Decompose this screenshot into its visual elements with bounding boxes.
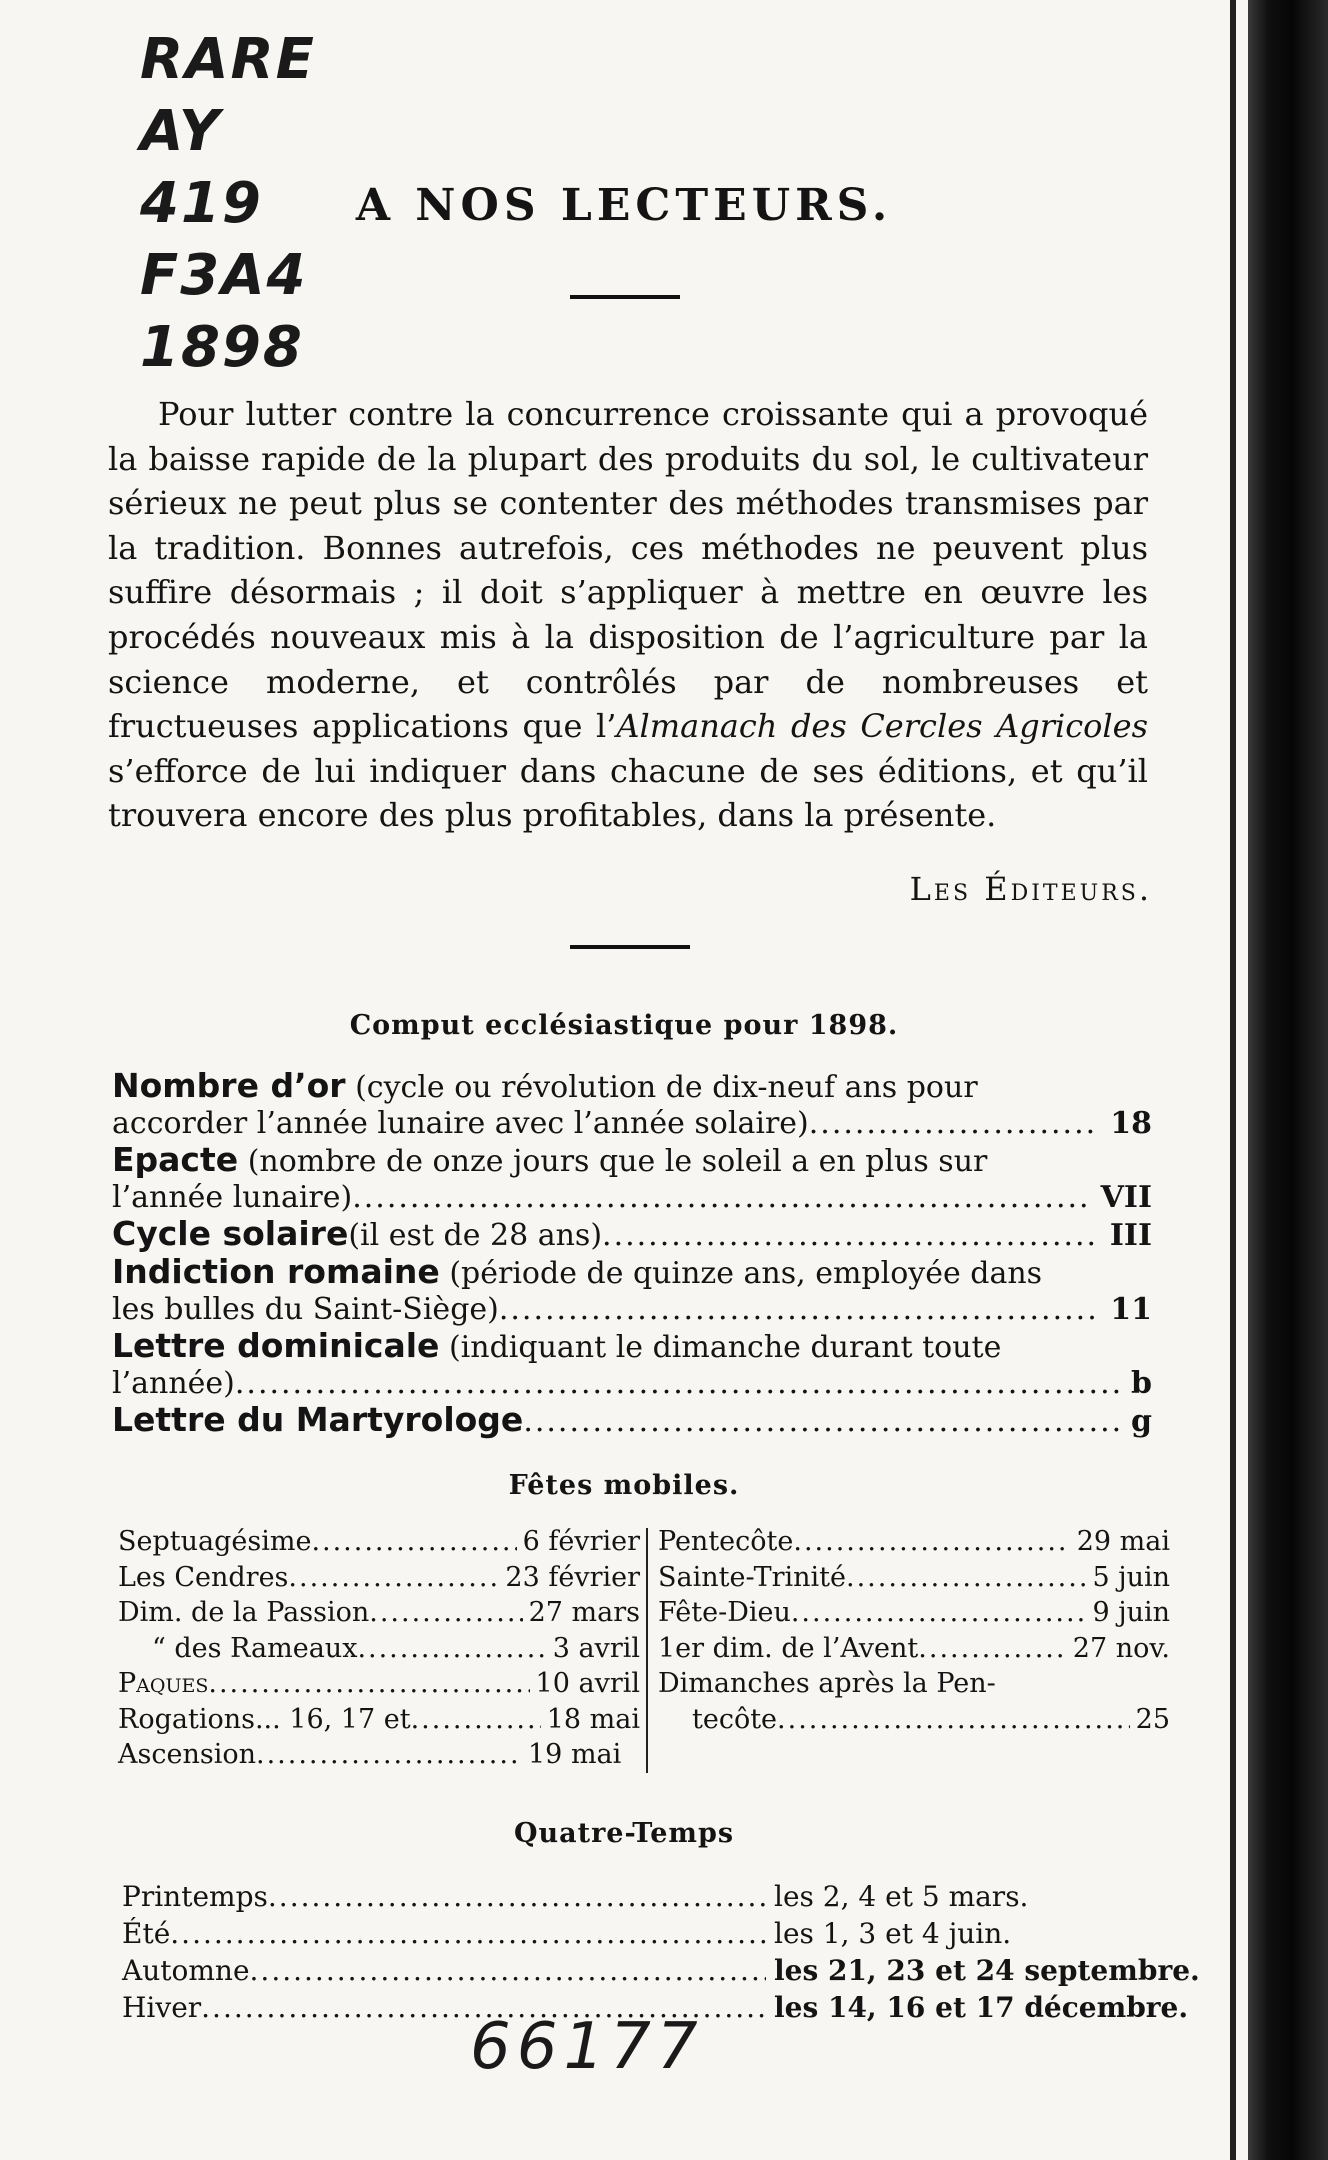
season-name: Automne [122, 1954, 250, 1987]
comput-term: Nombre d’or [112, 1066, 346, 1105]
quatre-temps-row [122, 1878, 1162, 1915]
comput-desc: (période de quinze ans, employée dans [439, 1256, 1043, 1291]
fete-date: 19 mai [528, 1739, 622, 1770]
fete-name: Dimanches après la Pen- [658, 1668, 996, 1699]
fete-name: Rogations... 16, 17 et [118, 1703, 411, 1735]
dot-leader [250, 1952, 766, 1989]
fetes-right-column [658, 1524, 1170, 1737]
dot-leader [357, 1631, 546, 1667]
fetes-left-column [118, 1524, 640, 1773]
fete-row [118, 1595, 640, 1631]
comput-term: Cycle solaire [112, 1214, 349, 1253]
fete-name: Ascension [118, 1739, 256, 1770]
almanac-title: Almanach des Cercles Agricoles [616, 707, 1148, 746]
season-name: Printemps [122, 1880, 268, 1913]
fete-date: 6 février [522, 1526, 640, 1557]
dot-leader [288, 1560, 499, 1596]
fete-date: 27 mars [528, 1597, 640, 1628]
fete-row [658, 1595, 1170, 1631]
dot-leader [846, 1560, 1086, 1596]
comput-term: Indiction romaine [112, 1252, 440, 1291]
dot-leader [369, 1595, 522, 1631]
season-name: Hiver [122, 1991, 202, 2024]
quatre-temps-list [122, 1878, 1200, 2026]
fete-name: 1er dim. de l’Avent [658, 1632, 919, 1664]
divider-rule [570, 945, 690, 949]
fete-name: Septuagésime [118, 1526, 312, 1557]
comput-value: g [1131, 1404, 1152, 1439]
fetes-heading: Fêtes mobiles. [508, 1470, 740, 1501]
dot-leader [268, 1878, 766, 1915]
intro-paragraph [108, 392, 1148, 838]
comput-value: VII [1100, 1180, 1152, 1215]
dot-leader [208, 1666, 529, 1702]
dot-leader [793, 1524, 1070, 1560]
comput-heading: Comput ecclésiastique pour 1898. [349, 1010, 899, 1041]
fete-date: 23 février [505, 1561, 640, 1593]
comput-entry [112, 1328, 1152, 1402]
dot-leader [311, 1524, 516, 1560]
comput-entry [112, 1402, 1152, 1440]
fete-date: 25 [1135, 1703, 1170, 1735]
column-divider [646, 1528, 648, 1773]
fete-name: Dim. de la Passion [118, 1597, 370, 1628]
editors-signature: Les Éditeurs. [909, 870, 1152, 908]
intro-text-1: Pour lutter contre la concurrence croissante qui a provoqué la baisse rapide de la plupart des produits du sol, le cultivateur sérieux ne peut plus se contenter des méthodes transmises par la tradition. Bonnes autrefois, ces méthodes ne peuvent plus suffire désormais ; il doit s’appliquer à mettre en œuvre les procédés nouveaux mis à la disposition de l’agriculture par la science moderne, et contrôlés par de nombreuses et fructueuses applications que l’ [108, 395, 1148, 746]
quatre-temps-row [122, 1915, 1162, 1952]
dot-leader [352, 1180, 1090, 1216]
call-number-line: 419 [140, 171, 263, 236]
fete-name: “ des Rameaux [152, 1632, 358, 1664]
dot-leader [499, 1292, 1100, 1328]
fete-row [658, 1666, 1170, 1702]
fete-name: tecôte [692, 1703, 778, 1735]
quatre-temps-row [122, 1952, 1200, 1989]
season-dates: les 1, 3 et 4 juin. [774, 1917, 1012, 1950]
fete-name: Pentecôte [658, 1526, 794, 1557]
comput-value: 18 [1110, 1106, 1152, 1141]
fete-name: Les Cendres [118, 1561, 289, 1593]
dot-leader [235, 1366, 1121, 1402]
season-dates: les 2, 4 et 5 mars. [774, 1880, 1029, 1913]
call-number-line: F3A4 [140, 243, 308, 308]
comput-value: III [1109, 1218, 1152, 1253]
fete-date: 5 juin [1092, 1561, 1170, 1593]
comput-tail: l’année lunaire) [112, 1180, 353, 1215]
fete-row [118, 1737, 640, 1773]
dot-leader [918, 1631, 1067, 1667]
fete-row [118, 1702, 640, 1738]
divider-rule [570, 295, 680, 299]
call-number-line: 1898 [140, 315, 304, 380]
fete-date: 27 nov. [1072, 1632, 1170, 1664]
fete-name: Sainte-Trinité [658, 1561, 847, 1593]
fete-row [658, 1702, 1170, 1738]
handwritten-accession-number: 66177 [470, 2010, 704, 2084]
fete-date: 10 avril [535, 1668, 640, 1699]
comput-term: Epacte [112, 1140, 239, 1179]
fete-date: 3 avril [552, 1632, 640, 1664]
season-name: Été [122, 1917, 171, 1950]
fete-row [658, 1631, 1170, 1667]
quatre-temps-heading: Quatre-Temps [513, 1818, 735, 1849]
fete-name: Paques [118, 1668, 209, 1699]
comput-entry [112, 1068, 1152, 1142]
season-dates: les 21, 23 et 24 septembre. [774, 1954, 1200, 1987]
comput-value: 11 [1110, 1292, 1152, 1327]
book-binding-edge [1248, 0, 1328, 2160]
dot-leader [411, 1702, 541, 1738]
comput-tail: l’année) [112, 1366, 235, 1401]
comput-tail: (il est de 28 ans) [348, 1218, 603, 1253]
dot-leader [256, 1737, 522, 1773]
fete-date: 18 mai [546, 1703, 640, 1735]
season-dates: les 14, 16 et 17 décembre. [774, 1991, 1189, 2024]
comput-term: Lettre dominicale [112, 1326, 440, 1365]
dot-leader [791, 1595, 1087, 1631]
comput-desc: (cycle ou révolution de dix-neuf ans pour [345, 1070, 978, 1105]
comput-list [112, 1068, 1152, 1440]
page-title: A NOS LECTEURS. [355, 180, 893, 231]
fete-row [118, 1631, 640, 1667]
comput-tail: les bulles du Saint-Siège) [112, 1292, 499, 1327]
dot-leader [777, 1702, 1130, 1738]
comput-desc: (indiquant le dimanche durant toute [439, 1330, 1002, 1365]
page-edge-line [1230, 0, 1236, 2160]
call-number-line: AY [140, 99, 222, 164]
fete-row [658, 1560, 1170, 1596]
dot-leader [170, 1915, 766, 1952]
comput-entry [112, 1142, 1152, 1216]
comput-term: Lettre du Martyrologe [112, 1400, 524, 1439]
fete-date: 9 juin [1092, 1597, 1170, 1628]
comput-tail: accorder l’année lunaire avec l’année solaire) [112, 1106, 809, 1141]
call-number-line: RARE [140, 27, 316, 92]
fete-row [658, 1524, 1170, 1560]
fete-date: 29 mai [1076, 1526, 1170, 1557]
dot-leader [602, 1218, 1100, 1254]
comput-entry [112, 1216, 1152, 1254]
fete-row [118, 1524, 640, 1560]
comput-entry [112, 1254, 1152, 1328]
comput-value: b [1131, 1366, 1152, 1401]
intro-text-2: s’efforce de lui indiquer dans chacune de ses éditions, et qu’il trouvera encore des plus profitables, dans la présente. [108, 751, 1148, 835]
dot-leader [523, 1404, 1121, 1440]
comput-desc: (nombre de onze jours que le soleil a en plus sur [238, 1144, 988, 1179]
fete-row [118, 1560, 640, 1596]
fete-row [118, 1666, 640, 1702]
fete-name: Fête-Dieu [658, 1597, 791, 1628]
dot-leader [809, 1106, 1101, 1142]
